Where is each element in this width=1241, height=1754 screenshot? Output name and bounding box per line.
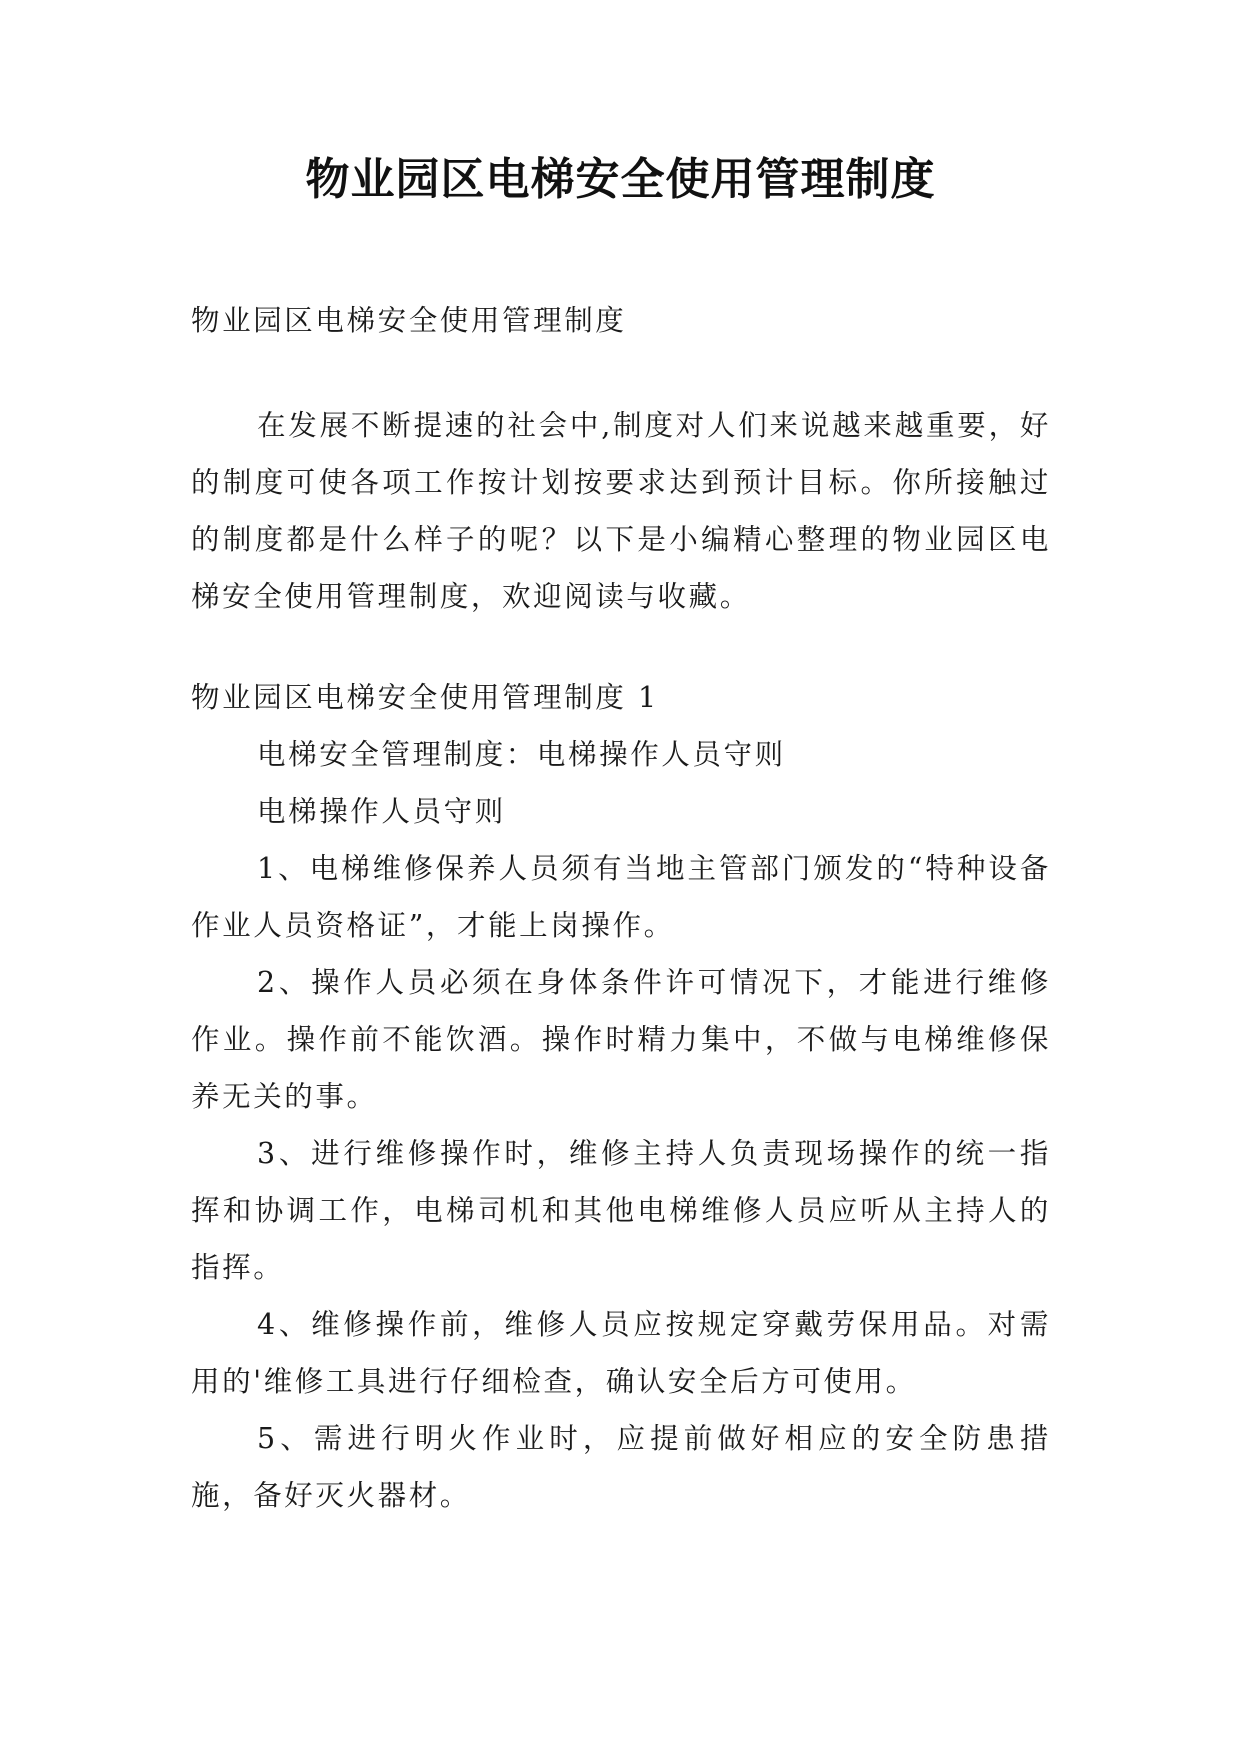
- rule-item-5: 5、需进行明火作业时，应提前做好相应的安全防患措施，备好灭火器材。: [191, 1422, 1051, 1512]
- rule-item-3: 3、进行维修操作时，维修主持人负责现场操作的统一指挥和协调工作，电梯司机和其他电梯维修人员应听从主持人的指挥。: [191, 1137, 1051, 1284]
- section-subheading: 电梯安全管理制度：电梯操作人员守则: [257, 738, 786, 771]
- section-heading: 物业园区电梯安全使用管理制度 1: [191, 681, 659, 714]
- rule-item-2: 2、操作人员必须在身体条件许可情况下，才能进行维修作业。操作前不能饮酒。操作时精力集中，不做与电梯维修保养无关的事。: [191, 966, 1051, 1113]
- rules-heading: 电梯操作人员守则: [257, 795, 506, 828]
- rule-item-4: 4、维修操作前，维修人员应按规定穿戴劳保用品。对需用的'维修工具进行仔细检查，确认安全后方可使用。: [191, 1308, 1051, 1398]
- document-title: 物业园区电梯安全使用管理制度: [305, 154, 936, 205]
- intro-paragraph: 在发展不断提速的社会中,制度对人们来说越来越重要，好的制度可使各项工作按计划按要求达到预计目标。你所接触过的制度都是什么样子的呢？以下是小编精心整理的物业园区电梯安全使用管理制度，欢迎阅读与收藏。: [191, 409, 1051, 613]
- rule-item-1: 1、电梯维修保养人员须有当地主管部门颁发的“特种设备作业人员资格证”，才能上岗操作。: [191, 852, 1051, 942]
- document-subtitle: 物业园区电梯安全使用管理制度: [191, 304, 627, 337]
